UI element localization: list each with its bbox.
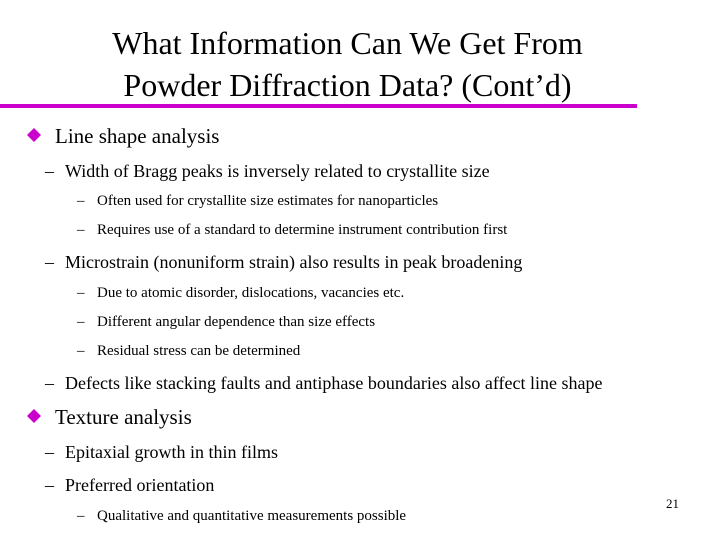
bullet-text: Defects like stacking faults and antiphase boundaries also affect line shape bbox=[65, 373, 603, 393]
dash-bullet: – bbox=[45, 373, 54, 393]
bullet-text: Requires use of a standard to determine instrument contribution first bbox=[97, 222, 508, 238]
bullet-text: Often used for crystallite size estimates for nanoparticles bbox=[97, 193, 439, 209]
dash-bullet: – bbox=[77, 222, 85, 238]
dash-bullet: – bbox=[77, 193, 85, 209]
bullet-text: Microstrain (nonuniform strain) also results in peak broadening bbox=[65, 252, 523, 272]
bullet-text: Due to atomic disorder, dislocations, vacancies etc. bbox=[97, 285, 405, 301]
bullet-text: Epitaxial growth in thin films bbox=[65, 442, 278, 462]
slide-title-line-2: Powder Diffraction Data? (Cont’d) bbox=[123, 67, 572, 103]
bullet-item-level3 bbox=[77, 342, 300, 360]
bullet-item-level3 bbox=[77, 507, 406, 525]
bullet-text: Residual stress can be determined bbox=[97, 343, 301, 359]
diamond-bullet-icon bbox=[26, 405, 42, 429]
bullet-item-level3 bbox=[77, 192, 438, 210]
bullet-item-level2 bbox=[45, 372, 602, 394]
bullet-item-level2 bbox=[45, 474, 214, 496]
bullet-item-level3 bbox=[77, 221, 507, 239]
bullet-item-level1 bbox=[26, 124, 219, 148]
bullet-text: Qualitative and quantitative measurements possible bbox=[97, 508, 407, 524]
bullet-item-level2 bbox=[45, 441, 278, 463]
dash-bullet: – bbox=[45, 252, 54, 272]
dash-bullet: – bbox=[45, 442, 54, 462]
dash-bullet: – bbox=[45, 161, 54, 181]
bullet-item-level2 bbox=[45, 251, 522, 273]
dash-bullet: – bbox=[45, 475, 54, 495]
bullet-item-level1 bbox=[26, 405, 192, 429]
bullet-text: Different angular dependence than size effects bbox=[97, 314, 376, 330]
page-number: 21 bbox=[666, 496, 679, 511]
dash-bullet: – bbox=[77, 508, 85, 524]
bullet-text: Width of Bragg peaks is inversely related to crystallite size bbox=[65, 161, 490, 181]
slide-title bbox=[0, 22, 695, 106]
slide-title-line-1: What Information Can We Get From bbox=[112, 25, 583, 61]
dash-bullet: – bbox=[77, 285, 85, 301]
bullet-text: Line shape analysis bbox=[55, 124, 220, 148]
title-underline bbox=[0, 104, 637, 108]
bullet-item-level2 bbox=[45, 160, 490, 182]
dash-bullet: – bbox=[77, 314, 85, 330]
dash-bullet: – bbox=[77, 343, 85, 359]
bullet-text: Preferred orientation bbox=[65, 475, 215, 495]
bullet-item-level3 bbox=[77, 284, 404, 302]
bullet-text: Texture analysis bbox=[55, 405, 192, 429]
diamond-bullet-icon bbox=[26, 124, 42, 148]
bullet-item-level3 bbox=[77, 313, 375, 331]
